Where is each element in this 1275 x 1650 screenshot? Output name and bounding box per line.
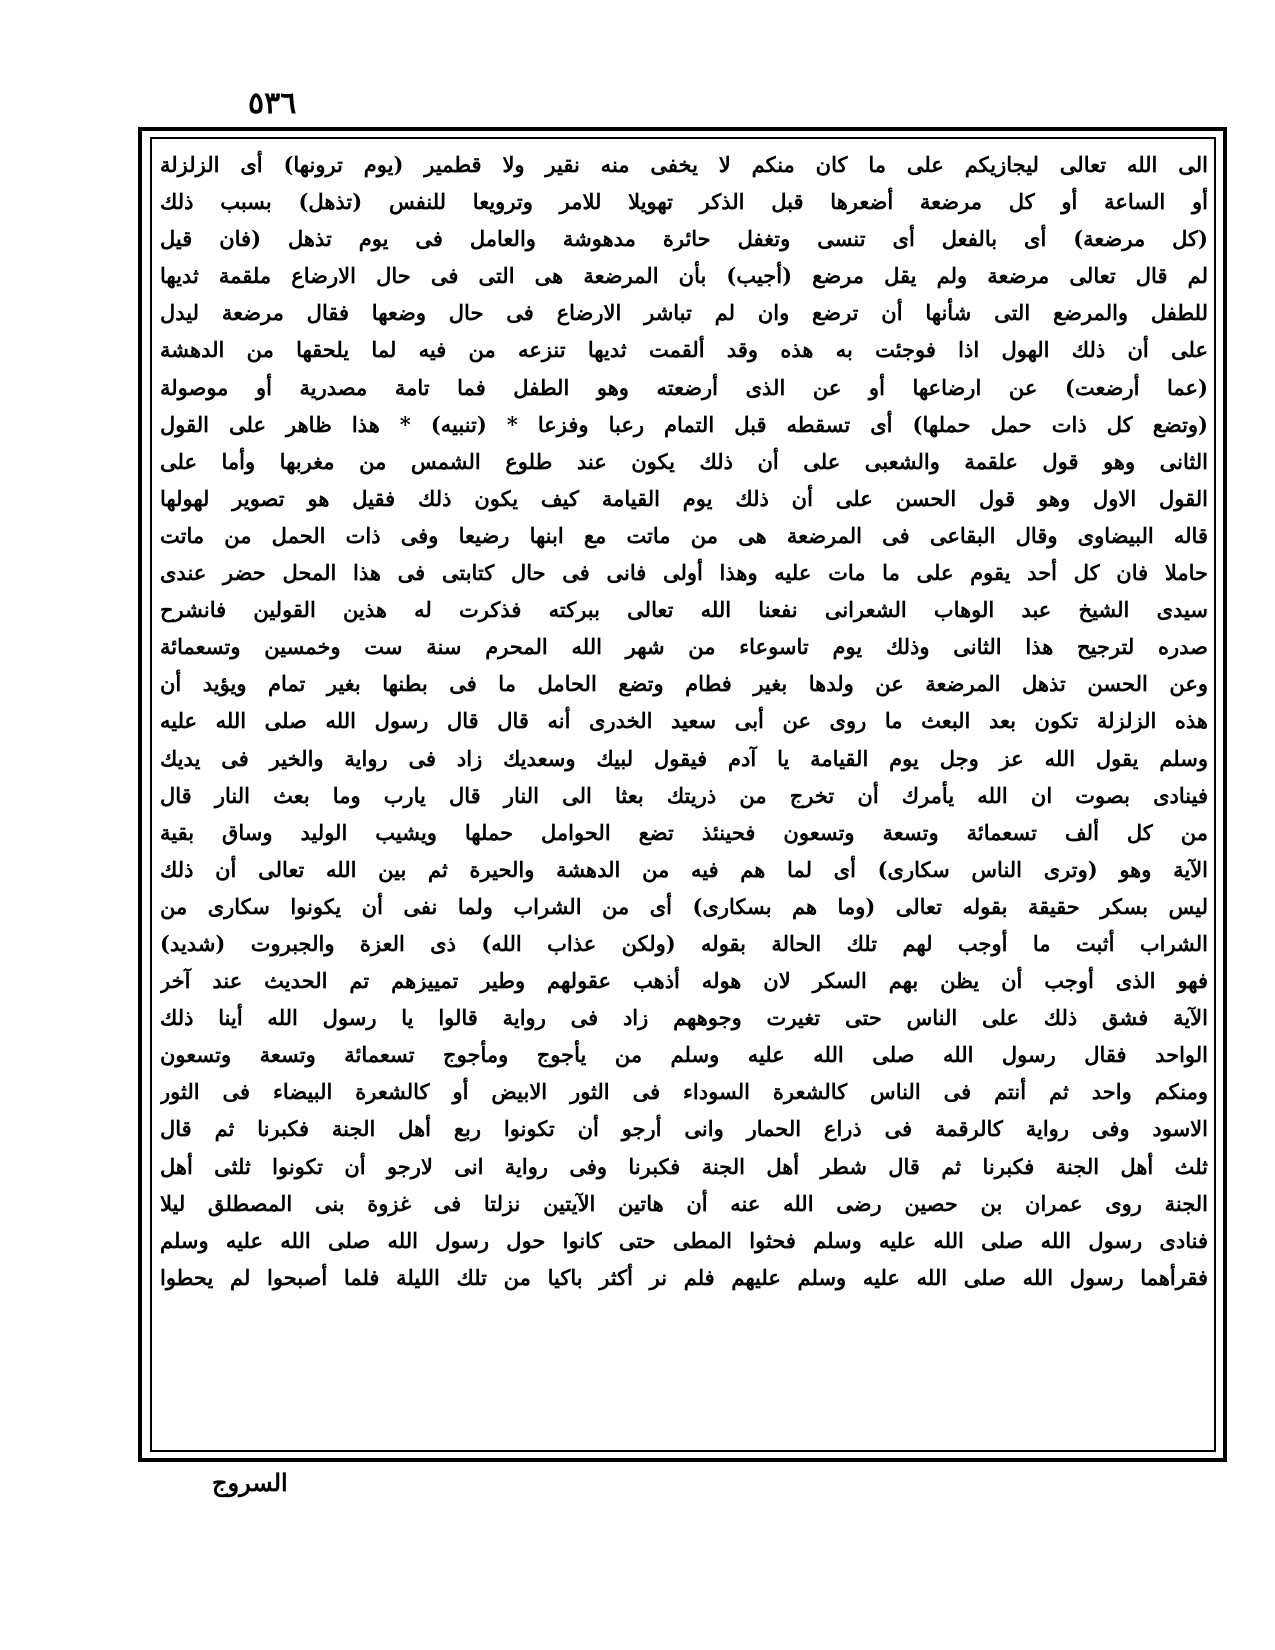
text-line: من كل ألف تسعمائة وتسعة وتسعون فحينئذ تضع الحوامل حملها ويشيب الوليد وساق بقية [160, 819, 1208, 845]
text-line: الشراب أثبت ما أوجب لهم تلك الحالة بقوله (ولكن عذاب الله) ذى العزة والجبروت (شديد) [160, 930, 1208, 956]
text-line: سيدى الشيخ عبد الوهاب الشعرانى نفعنا الله تعالى ببركته فذكرت له هذين القولين فانشرح [160, 597, 1208, 623]
text-line: على أن ذلك الهول اذا فوجئت به هذه وقد ألقمت ثديها تنزعه من فيه لما يلحقها من الدهشة [160, 337, 1208, 363]
main-text [160, 146, 1208, 1446]
text-line: الجنة روى عمران بن حصين رضى الله عنه أن هاتين الآيتين نزلتا فى غزوة بنى المصطلق ليلا [160, 1190, 1208, 1216]
catchword: السروج [212, 1468, 288, 1497]
text-line: (عما أرضعت) عن ارضاعها أو عن الذى أرضعته وهو الطفل فما تامة مصدرية أو موصولة [160, 374, 1208, 400]
text-line: وسلم يقول الله عز وجل يوم القيامة يا آدم فيقول لبيك وسعديك زاد فى رواية والخير فى يديك [160, 745, 1208, 771]
text-line: فقرأهما رسول الله صلى الله عليه وسلم عليهم فلم نر أكثر باكيا من تلك الليلة فلما أصبحوا لم يحطوا [160, 1264, 1208, 1290]
text-line: الثانى وهو قول علقمة والشعبى على أن ذلك يكون عند طلوع الشمس من مغربها وأما على [160, 448, 1208, 474]
text-line: أو الساعة أو كل مرضعة أضعرها قبل الذكر تهويلا للامر وترويعا للنفس (تذهل) بسبب ذلك [160, 189, 1208, 215]
text-line: ليس بسكر حقيقة بقوله تعالى (وما هم بسكارى) أى من الشراب ولما نفى أن يكونوا سكارى من [160, 893, 1208, 919]
page-number: ٥٣٦ [248, 86, 297, 121]
text-line: للطفل والمرضع التى شأنها أن ترضع وان لم تباشر الارضاع فى حال وضعها فقال مرضعة ليدل [160, 300, 1208, 326]
text-line: (كل مرضعة) أى بالفعل أى تنسى وتغفل حائرة مدهوشة والعامل فى يوم تذهل (فان قيل [160, 226, 1208, 252]
text-line: هذه الزلزلة تكون بعد البعث ما روى عن أبى سعيد الخدرى أنه قال قال رسول الله صلى الله عليه [160, 708, 1208, 734]
text-line: صدره لترجيح هذا الثانى وذلك يوم تاسوعاء من شهر الله المحرم سنة ست وخمسين وتسعمائة [160, 634, 1208, 660]
text-line: فنادى رسول الله صلى الله عليه وسلم فحثوا المطى حتى كانوا حول رسول الله صلى الله عليه وسلم [160, 1227, 1208, 1253]
text-line: وعن الحسن تذهل المرضعة عن ولدها بغير فطام وتضع الحامل ما فى بطنها بغير تمام ويؤيد أن [160, 671, 1208, 697]
text-line: ومنكم واحد ثم أنتم فى الناس كالشعرة السوداء فى الثور الابيض أو كالشعرة البيضاء فى الثور [160, 1079, 1208, 1105]
text-line: فهو الذى أوجب أن يظن بهم السكر لان هوله أذهب عقولهم وطير تمييزهم تم الحديث عند آخر [160, 968, 1208, 994]
text-line: الآية وهو (وترى الناس سكارى) أى لما هم فيه من الدهشة والحيرة ثم بين الله تعالى أن ذلك [160, 856, 1208, 882]
text-line: فينادى بصوت ان الله يأمرك أن تخرج من ذريتك بعثا الى النار قال يارب وما بعث النار قال [160, 782, 1208, 808]
text-line: قاله البيضاوى وقال البقاعى فى المرضعة هى من ماتت مع ابنها رضيعا وفى ذات الحمل من ماتت [160, 522, 1208, 548]
text-line: حاملا فان كل أحد يقوم على ما مات عليه وهذا أولى فانى فى حال كتابتى فى هذا المحل حضر عندى [160, 560, 1208, 586]
text-line: الواحد فقال رسول الله صلى الله عليه وسلم من يأجوج ومأجوج تسعمائة وتسعة وتسعون [160, 1042, 1208, 1068]
text-line: الاسود وفى رواية كالرقمة فى ذراع الحمار وانى أرجو أن تكونوا ربع أهل الجنة فكبرنا ثم قال [160, 1116, 1208, 1142]
text-line: ثلث أهل الجنة فكبرنا ثم قال شطر أهل الجنة فكبرنا وفى رواية انى لارجو أن تكونوا ثلثى أهل [160, 1153, 1208, 1179]
text-line: لم قال تعالى مرضعة ولم يقل مرضع (أجيب) بأن المرضعة هى التى فى حال الارضاع ملقمة ثديها [160, 263, 1208, 289]
text-line: (وتضع كل ذات حمل حملها) أى تسقطه قبل التمام رعبا وفزعا * (تنبيه) * هذا ظاهر على القول [160, 411, 1208, 437]
text-line: الى الله تعالى ليجازيكم على ما كان منكم لا يخفى منه نقير ولا قطمير (يوم ترونها) أى الزلزلة [160, 152, 1208, 177]
text-line: الآية فشق ذلك على الناس حتى تغيرت وجوههم زاد فى رواية قالوا يا رسول الله أينا ذلك [160, 1005, 1208, 1031]
text-line: القول الاول وهو قول الحسن على أن ذلك يوم القيامة كيف يكون ذلك فقيل هو تصوير لهولها [160, 485, 1208, 511]
